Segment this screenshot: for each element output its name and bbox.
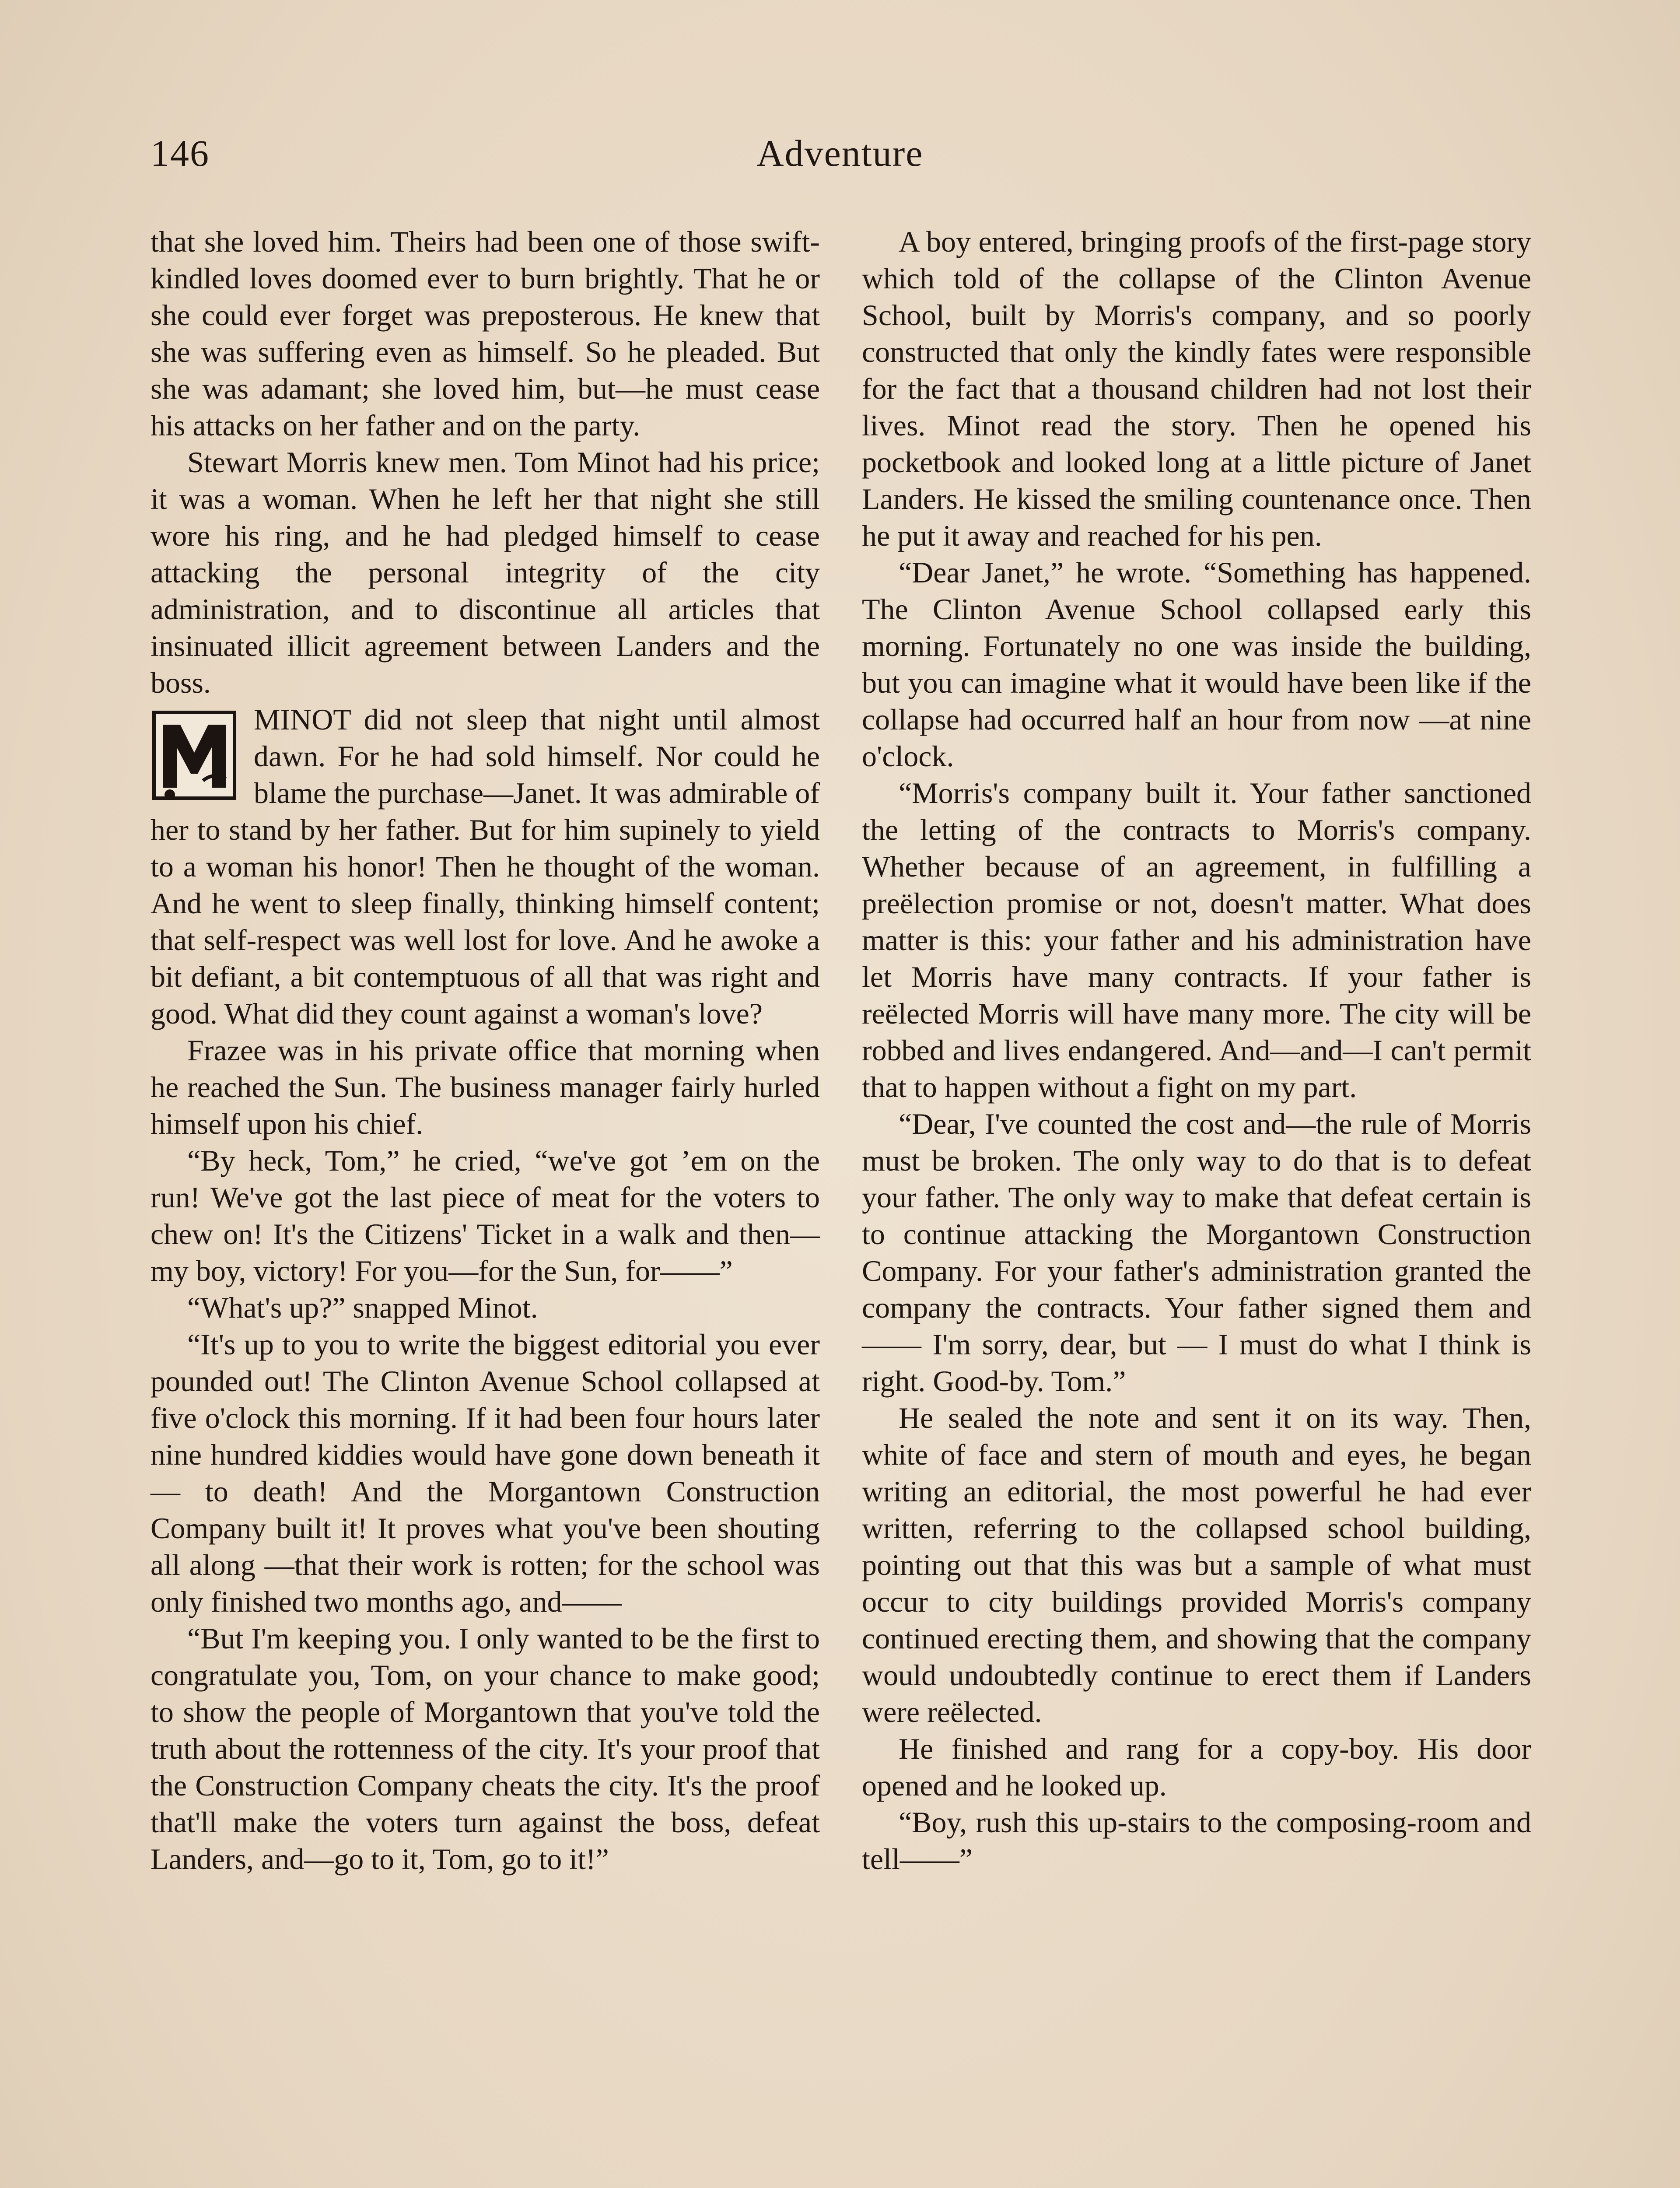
paragraph: “Dear Janet,” he wrote. “Something has happened. The Clinton Avenue School collapsed early this morning. Fortunately no one was inside the building, but you can imagine what it would have been like if the collapse had occurred half an hour from now —at nine o'clock.	[862, 556, 1531, 773]
paragraph: “Morris's company built it. Your father sanctioned the letting of the contracts to Morris's company. Whether because of an agreement, in fulfilling a preëlection promise or not, doesn't matter. What does matter is this: your father and his administration have let Morris have many contracts. If your father is reëlected Morris will have many more. The city will be robbed and lives endangered. And—and—I can't permit that to happen without a fight on my part.	[862, 776, 1531, 1104]
paragraph: “What's up?” snapped Minot.	[187, 1291, 538, 1324]
paragraph: “It's up to you to write the biggest editorial you ever pounded out! The Clinton Avenue School collapsed at five o'clock this morning. If it had been four hours later nine hundred kiddies would have gone down beneath it — to death! And the Morgantown Construction Company built it! It proves what you've been shouting all along —that their work is rotten; for the school was only finished two months ago, and——	[150, 1328, 820, 1618]
paragraph: “By heck, Tom,” he cried, “we've got ’em on the run! We've got the last piece of meat for the voters to chew on! It's the Citizens' Ticket in a walk and then—my boy, victory! For you—for the Sun, for——”	[150, 1144, 820, 1287]
decorative-m-initial-icon	[150, 707, 238, 803]
paragraph: He finished and rang for a copy-boy. His door opened and he looked up.	[862, 1732, 1531, 1802]
page-number: 146	[150, 132, 210, 174]
paragraph: Stewart Morris knew men. Tom Minot had his price; it was a woman. When he left her that night she still wore his ring, and he had pledged himself to cease attacking the personal integrity of the city administration, and to discontinue all articles that insinuated illicit agreement between Landers and the boss.	[150, 445, 820, 699]
paragraph: A boy entered, bringing proofs of the first-page story which told of the collapse of the Clinton Avenue School, built by Morris's company, and so poorly constructed that only the kindly fates were responsible for the fact that a thousand children had not lost their lives. Minot read the story. Then he opened his pocketbook and looked long at a little picture of Janet Landers. He kissed the smiling countenance once. Then he put it away and reached for his pen.	[862, 225, 1531, 552]
paragraph: He sealed the note and sent it on its way. Then, white of face and stern of mouth and eyes, he began writing an editorial, the most powerful he had ever written, referring to the collapsed school building, pointing out that this was but a sample of what must occur to city buildings provided Morris's company continued erecting them, and showing that the company would undoubtedly continue to erect them if Landers were reëlected.	[862, 1401, 1531, 1729]
paragraph: “Dear, I've counted the cost and—the rule of Morris must be broken. The only way to do that is to defeat your father. The only way to make that defeat certain is to continue attacking the Morgantown Construction Company. For your father's administration granted the company the contracts. Your father signed them and—— I'm sorry, dear, but — I must do what I think is right. Good-by. Tom.”	[862, 1107, 1531, 1398]
paragraph: that she loved him. Theirs had been one of those swift-kindled loves doomed ever to burn brightly. That he or she could ever forget was preposterous. He knew that she was suffering even as himself. So he pleaded. But she was adamant; she loved him, but—he must cease his attacks on her father and on the party.	[150, 225, 820, 442]
paragraph: “Boy, rush this up-stairs to the composing-room and tell——”	[862, 1806, 1531, 1876]
left-column	[150, 223, 820, 1877]
paragraph: Frazee was in his private office that morning when he reached the Sun. The business manager fairly hurled himself upon his chief.	[150, 1034, 820, 1140]
right-column	[862, 223, 1531, 1877]
paragraph: “But I'm keeping you. I only wanted to be the first to congratulate you, Tom, on your chance to make good; to show the people of Morgantown that you've told the truth about the rottenness of the city. It's your proof that the Construction Company cheats the city. It's the proof that'll make the voters turn against the boss, defeat Landers, and—go to it, Tom, go to it!”	[150, 1622, 820, 1876]
running-head-title: Adventure	[756, 132, 924, 174]
paragraph: MINOT did not sleep that night until almost dawn. For he had sold himself. Nor could he blame the purchase—Janet. It was admirable of her to stand by her father. But for him supinely to yield to a woman his honor! Then he thought of the woman. And he went to sleep finally, thinking himself content; that self-respect was well lost for love. And he awoke a bit defiant, a bit contemptuous of all that was right and good. What did they count against a woman's love?	[150, 703, 820, 1030]
